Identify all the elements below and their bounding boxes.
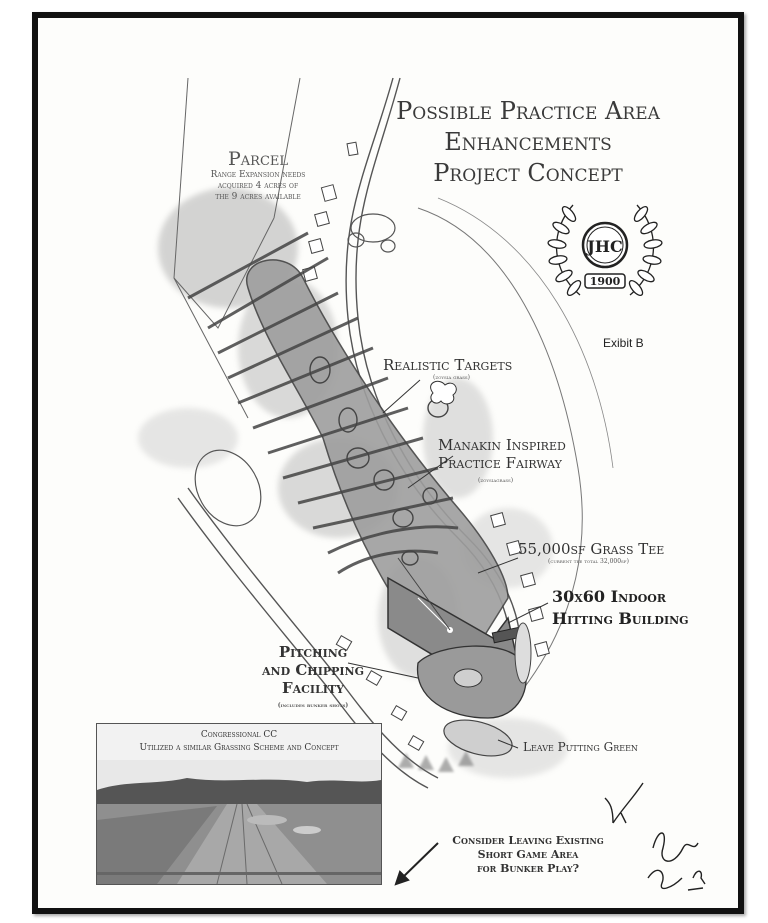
putting-green-label xyxy=(523,740,638,754)
parcel-note-3: the 9 acres available xyxy=(215,192,301,202)
manakin-fairway-label xyxy=(438,436,566,490)
signatures xyxy=(605,783,705,890)
reference-photo xyxy=(96,723,382,885)
indoor-building-label xyxy=(552,586,689,630)
tree-symbol xyxy=(431,381,457,404)
consider-arrow xyxy=(396,843,438,884)
manakin-line-1: Manakin Inspired xyxy=(438,436,566,454)
logo-year: 1900 xyxy=(589,275,621,288)
consider-line-2: Short Game Area xyxy=(477,848,579,861)
realistic-targets-sub: (zoysia grass) xyxy=(433,374,471,381)
indoor-line-1: 30x60 Indoor xyxy=(552,587,667,606)
indoor-line-2: Hitting Building xyxy=(552,609,689,628)
pitching-sub: (includes bunker shots) xyxy=(277,702,349,709)
grass-tee-label xyxy=(518,540,664,565)
laurel-right xyxy=(627,205,662,298)
photo-caption xyxy=(97,724,381,765)
consider-line-1: Consider Leaving Existing xyxy=(452,834,604,847)
manakin-sub: (zoysiagrass) xyxy=(478,477,514,484)
consider-line-3: for Bunker Play? xyxy=(476,862,580,875)
grass-tee-text: 55,000sf Grass Tee xyxy=(518,540,665,558)
grass-tee-sub: (current tee total 32,000sf) xyxy=(548,558,629,565)
exhibit-label: Exibit B xyxy=(603,336,644,350)
parcel-heading: Parcel xyxy=(227,148,289,170)
pitching-line-2: and Chipping xyxy=(262,661,364,679)
pitching-line-1: Pitching xyxy=(278,643,348,661)
realistic-targets-label xyxy=(383,356,512,381)
logo-monogram: JHC xyxy=(587,237,623,256)
consider-note xyxy=(443,834,613,876)
parcel-label xyxy=(188,148,328,203)
exhibit-sheet xyxy=(32,12,744,914)
photo-green xyxy=(247,815,287,825)
parcel-note-1: Range Expansion needs xyxy=(210,170,306,180)
congressional-photo xyxy=(97,760,381,884)
title-line-1: Possible Practice Area Enhancements xyxy=(396,97,660,156)
manakin-line-2: Practice Fairway xyxy=(438,454,562,472)
photo-caption-1: Congressional CC xyxy=(200,730,278,740)
right-green xyxy=(515,623,531,683)
realistic-targets-text: Realistic Targets xyxy=(383,356,513,374)
parcel-note-2: acquired 4 acres of xyxy=(217,181,299,191)
photo-fence xyxy=(97,872,381,875)
pitching-line-3: Facility xyxy=(281,679,344,697)
photo-caption-2: Utilized a similar Grassing Scheme and Concept xyxy=(139,743,339,753)
title-line-2: Project Concept xyxy=(433,159,623,187)
chipping-bunker xyxy=(454,669,482,687)
laurel-left xyxy=(547,205,582,298)
page-title xyxy=(318,96,738,189)
photo-bunker xyxy=(293,826,321,834)
club-logo xyxy=(547,205,662,298)
pitching-label xyxy=(253,643,373,715)
putting-green-text: Leave Putting Green xyxy=(523,740,638,754)
